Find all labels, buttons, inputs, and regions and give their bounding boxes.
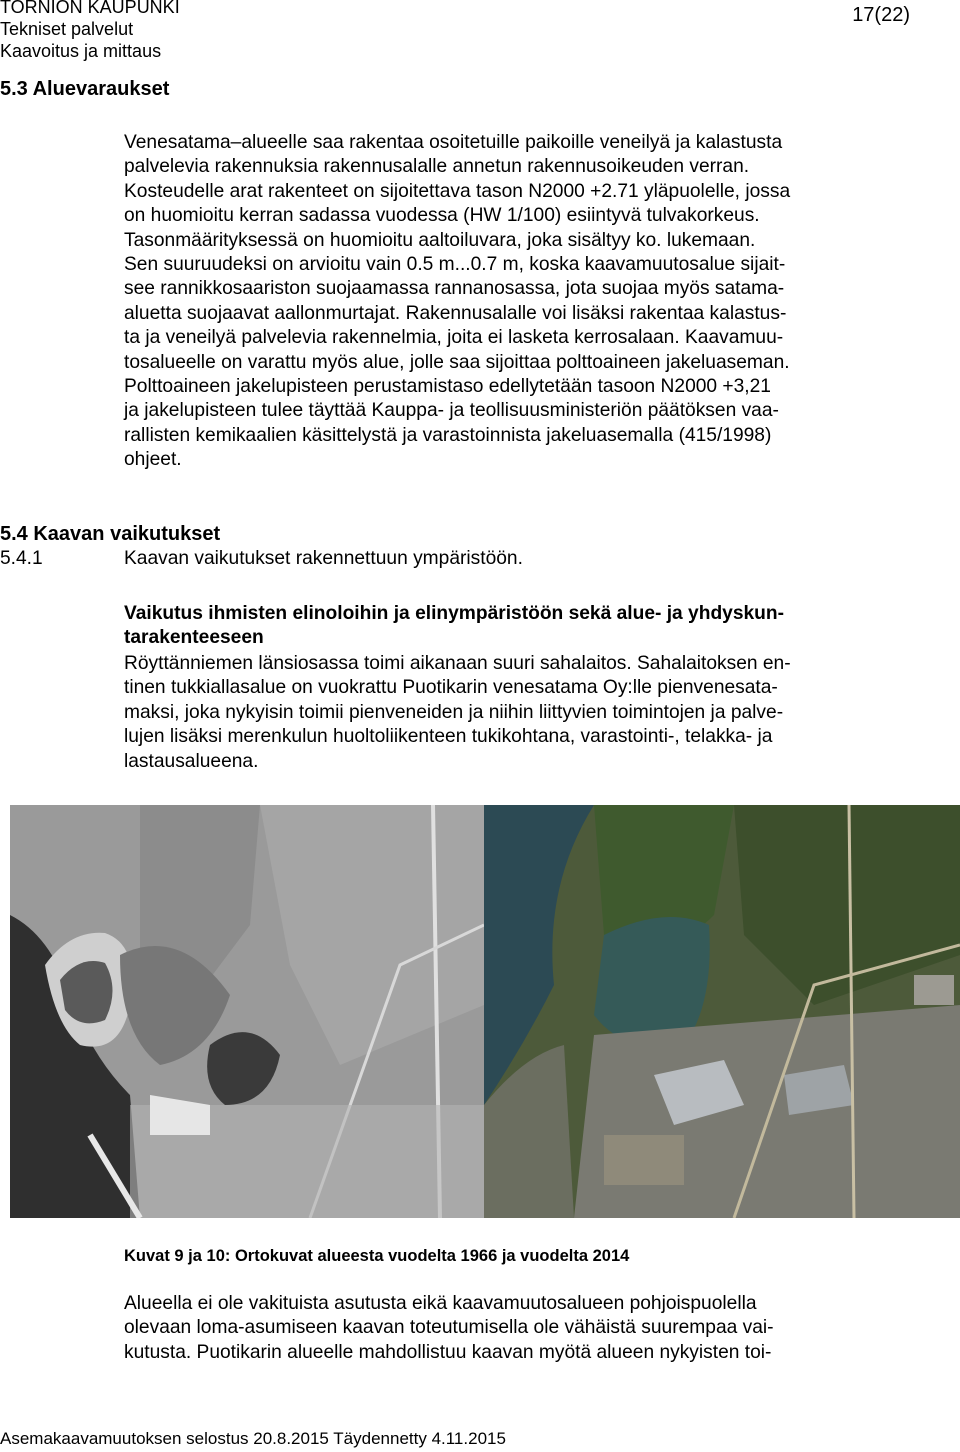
subsection-title: Kaavan vaikutukset rakennettuun ympäristöön. bbox=[124, 548, 523, 569]
impact-heading bbox=[124, 602, 784, 651]
document-footer: Asemakaavamuutoksen selostus 20.8.2015 Täydennetty 4.11.2015 bbox=[0, 1429, 506, 1448]
heading-line: Vaikutus ihmisten elinoloihin ja elinympäristöön sekä alue- ja yhdyskun- bbox=[124, 603, 785, 624]
text-line: on huomioitu kerran sadassa vuodessa (HW 1/100) esiintyvä tulvakorkeus. bbox=[124, 205, 760, 227]
subsection-number: 5.4.1 bbox=[0, 548, 43, 569]
figure-caption: Kuvat 9 ja 10: Ortokuvat alueesta vuodelta 1966 ja vuodelta 2014 bbox=[124, 1247, 630, 1265]
text-line: tosalueelle on varattu myös alue, jolle saa sijoittaa polttoaineen jakeluaseman. bbox=[124, 351, 790, 373]
text-line: lujen lisäksi merenkulun huoltoliikenteen tukikohtana, varastointi-, telakka- ja bbox=[124, 726, 773, 748]
orthophoto-2014 bbox=[484, 805, 960, 1218]
text-line: Sen suuruudeksi on arvioitu vain 0.5 m...0.7 m, koska kaavamuutosalue sijait- bbox=[124, 254, 786, 276]
text-line: Venesatama–alueelle saa rakentaa osoitetuille paikoille veneilyä ja kalastusta bbox=[124, 132, 783, 153]
org-unit: Kaavoitus ja mittaus bbox=[0, 41, 162, 61]
closing-paragraph bbox=[124, 1292, 774, 1365]
section-5-3-paragraph bbox=[124, 131, 790, 473]
text-line: Tasonmäärityksessä on huomioitu aaltoiluvara, joka sisältyy ko. lukemaan. bbox=[124, 229, 756, 251]
text-line: Röyttänniemen länsiosassa toimi aikanaan suuri sahalaitos. Sahalaitoksen en- bbox=[124, 653, 791, 674]
heading-line: tarakenteeseen bbox=[124, 627, 264, 649]
text-line: olevaan loma-asumiseen kaavan toteutumisella ole vähäistä suurempaa vai- bbox=[124, 1317, 774, 1339]
org-department: Tekniset palvelut bbox=[0, 19, 134, 39]
section-heading-5-3: 5.3 Aluevaraukset bbox=[0, 78, 170, 100]
text-line: aluetta suojaavat aallonmurtajat. Rakennusalalle voi lisäksi rakentaa kalastus- bbox=[124, 302, 787, 324]
text-line: rallisten kemikaalien käsittelystä ja varastoinnista jakeluasemalla (415/1998) bbox=[124, 424, 772, 446]
text-line: see rannikkosaariston suojaamassa rannanosassa, jota suojaa myös satama- bbox=[124, 278, 785, 300]
text-line: maksi, joka nykyisin toimii pienveneiden ja niihin liittyvien toimintojen ja palve- bbox=[124, 701, 784, 723]
text-line: ohjeet. bbox=[124, 449, 182, 471]
page-number: 17(22) bbox=[852, 4, 910, 26]
text-line: Kosteudelle arat rakenteet on sijoitettava tason N2000 +2.71 yläpuolelle, jossa bbox=[124, 180, 791, 202]
document-header bbox=[0, 0, 180, 62]
text-line: ta ja veneilyä palvelevia rakennelmia, joita ei lasketa kerrosalaan. Kaavamuu- bbox=[124, 327, 784, 349]
org-name: TORNION KAUPUNKI bbox=[0, 0, 180, 17]
text-line: Polttoaineen jakelupisteen perustamistaso edellytetään tasoon N2000 +3,21 bbox=[124, 376, 771, 398]
orthophoto-1966 bbox=[10, 805, 484, 1218]
orthophoto-1966-graphic bbox=[10, 805, 484, 1218]
text-line: lastausalueena. bbox=[124, 750, 259, 772]
impact-paragraph bbox=[124, 652, 791, 774]
section-heading-5-4: 5.4 Kaavan vaikutukset bbox=[0, 523, 221, 545]
text-line: tinen tukkiallasalue on vuokrattu Puotikarin venesatama Oy:lle pienvenesata- bbox=[124, 677, 778, 699]
orthophoto-2014-graphic bbox=[484, 805, 960, 1218]
text-line: ja jakelupisteen tulee täyttää Kauppa- ja teollisuusministeriön päätöksen vaa- bbox=[124, 400, 779, 422]
text-line: kutusta. Puotikarin alueelle mahdollistuu kaavan myötä alueen nykyisten toi- bbox=[124, 1341, 772, 1363]
text-line: palvelevia rakennuksia rakennusalalle annetun rakennusoikeuden verran. bbox=[124, 156, 750, 178]
text-line: Alueella ei ole vakituista asutusta eikä kaavamuutosalueen pohjoispuolella bbox=[124, 1293, 757, 1314]
